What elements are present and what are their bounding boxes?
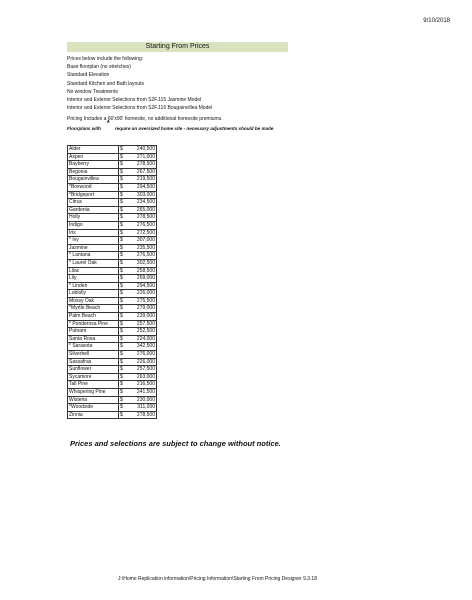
table-row [68,282,157,290]
table-row [68,199,157,207]
table-row [68,396,157,404]
table-row [68,221,157,229]
model-name-cell: Gardenia [68,206,119,214]
model-name-cell: Jasmine [68,244,119,252]
model-name-cell: Indigo [68,221,119,229]
price-cell: 226,000 [124,290,157,298]
model-name-cell: Santa Rosa [68,335,119,343]
currency-cell: $ [120,328,123,335]
table-row [68,229,157,237]
price-cell: 257,500 [124,366,157,374]
currency-cell: $ [120,351,123,358]
price-cell: 276,500 [124,221,157,229]
table-row [68,373,157,381]
currency-cell: $ [120,335,123,342]
model-name-cell: Tall Pine [68,381,119,389]
currency-cell: $ [120,153,123,160]
currency-cell: $ [120,221,123,228]
model-name-cell: * Laurel Oak [68,259,119,267]
price-cell: 276,500 [124,252,157,260]
table-row [68,244,157,252]
model-name-cell: Aspen [68,153,119,161]
currency-cell: $ [120,183,123,190]
price-cell: 240,500 [124,146,157,154]
price-cell: 279,000 [124,305,157,313]
table-row [68,343,157,351]
price-cell: 294,500 [124,183,157,191]
table-row [68,381,157,389]
model-name-cell: * Ponderosa Pine [68,320,119,328]
table-row [68,313,157,321]
table-row [68,351,157,359]
price-cell: 269,000 [124,275,157,283]
model-name-cell: Palm Beach [68,313,119,321]
currency-cell: $ [120,244,123,251]
currency-cell: $ [120,381,123,388]
model-name-cell: Alder [68,146,119,154]
table-row [68,191,157,199]
model-name-cell: Begonia [68,168,119,176]
currency-cell: $ [120,320,123,327]
model-name-cell: * Lantana [68,252,119,260]
currency-cell: $ [120,161,123,168]
model-name-cell: *Myrtle Beach [68,305,119,313]
price-cell: 252,500 [124,328,157,336]
price-cell: 241,500 [124,389,157,397]
table-row [68,214,157,222]
currency-cell: $ [120,389,123,395]
intro-list [67,55,212,112]
model-name-cell: Holly [68,214,119,222]
model-name-cell: * Linden [68,282,119,290]
table-row [68,411,157,419]
price-cell: 275,500 [124,297,157,305]
page-title: Starting From Prices [67,42,288,52]
table-row [68,252,157,260]
currency-cell: $ [120,366,123,373]
price-cell: 294,500 [124,282,157,290]
price-cell: 302,500 [124,259,157,267]
table-row [68,206,157,214]
price-cell: 265,000 [124,206,157,214]
model-name-cell: Citrus [68,199,119,207]
price-cell: 278,500 [124,161,157,169]
model-name-cell: Sassafras [68,358,119,366]
currency-cell: $ [120,229,123,236]
pricing-note: Pricing Includes a 60'x90' homesite, no additional homesite premiums. [67,116,223,122]
model-name-cell: *Bridgeport [68,191,119,199]
currency-cell: $ [120,396,123,403]
price-cell: 235,500 [124,244,157,252]
table-row [68,305,157,313]
currency-cell: $ [120,176,123,183]
intro-line: Standard Elevation [67,72,110,79]
model-name-cell: Mossy Oak [68,297,119,305]
currency-cell: $ [120,206,123,213]
currency-cell: $ [120,267,123,274]
currency-cell: $ [120,305,123,312]
currency-cell: $ [120,237,123,244]
model-name-cell: *Woodside [68,404,119,412]
table-row [68,259,157,267]
price-table [67,145,157,419]
intro-line: Prices below include the following: [67,56,144,62]
price-cell: 224,000 [124,335,157,343]
currency-cell: $ [120,168,123,175]
table-row [68,237,157,245]
model-name-cell: Zinnia [68,411,119,419]
table-row [68,153,157,161]
price-cell: 257,500 [124,320,157,328]
intro-line: Interior and Exterior Selections from S2F.116 Bougainvillea Model [67,105,213,112]
price-cell: 258,500 [124,267,157,275]
intro-line: Base floorplan (no stretches) [67,64,131,71]
model-name-cell: Lily [68,275,119,283]
model-name-cell: Wisteria [68,396,119,404]
table-row [68,366,157,374]
currency-cell: $ [120,290,123,297]
table-row [68,168,157,176]
currency-cell: $ [120,252,123,259]
model-name-cell: * Sarasota [68,343,119,351]
model-name-cell: Lilac [68,267,119,275]
disclaimer: Prices and selections are subject to change without notice. [70,439,281,448]
table-row [68,290,157,298]
model-name-cell: Bougainvillea [68,176,119,184]
currency-cell: $ [120,358,123,365]
price-cell: 311,000 [124,404,157,412]
price-cell: 276,000 [124,351,157,359]
model-name-cell: Whispering Pine [68,389,119,397]
floorplans-note-suffix: require an oversized home site - necessary adjustments should be made [114,126,274,131]
price-cell: 230,000 [124,396,157,404]
model-name-cell: Sunflower [68,366,119,374]
currency-cell: $ [120,259,123,266]
currency-cell: $ [120,297,123,304]
price-cell: 342,500 [124,343,157,351]
model-name-cell: Bayberry [68,161,119,169]
currency-cell: $ [120,214,123,221]
star-marker: * [107,120,110,127]
price-cell: 226,000 [124,358,157,366]
model-name-cell: Sycamore [68,373,119,381]
currency-cell: $ [120,275,123,282]
currency-cell: $ [120,199,123,206]
floorplans-note-prefix: Floorplans with [67,126,101,131]
currency-cell: $ [120,411,123,418]
model-name-cell: Loblolly [68,290,119,298]
table-row [68,176,157,184]
table-row [68,146,157,154]
price-cell: 216,500 [124,381,157,389]
price-cell: 271,000 [124,153,157,161]
table-row [68,161,157,169]
currency-cell: $ [120,404,123,411]
intro-line: No window Treatments [67,88,118,95]
table-row [68,267,157,275]
table-row [68,335,157,343]
price-cell: 278,500 [124,411,157,419]
table-row [68,328,157,336]
price-cell: 263,000 [124,373,157,381]
currency-cell: $ [120,282,123,289]
intro-line: Standard Kitchen and Bath layouts [67,80,144,87]
footer-path: J:\Home Replication information\Pricing Information\Starting From Pricing Designer 9.3.18 [118,576,317,582]
price-cell: 303,000 [124,191,157,199]
document-date: 9/10/2018 [423,18,450,24]
model-name-cell: Iris [68,229,119,237]
table-row [68,297,157,305]
currency-cell: $ [120,373,123,380]
table-row [68,389,157,397]
price-cell: 267,500 [124,168,157,176]
model-name-cell: Silverbell [68,351,119,359]
table-row [68,320,157,328]
price-cell: 307,000 [124,237,157,245]
currency-cell: $ [120,313,123,320]
table-row [68,275,157,283]
currency-cell: $ [120,146,123,152]
price-cell: 278,500 [124,214,157,222]
price-cell: 239,000 [124,313,157,321]
model-name-cell: Putnam [68,328,119,336]
price-cell: 219,500 [124,176,157,184]
table-row [68,358,157,366]
currency-cell: $ [120,191,123,198]
table-row [68,404,157,412]
intro-line: Interior and Exterior Selections from S2F.115 Jasmine Model [67,97,202,104]
table-row [68,183,157,191]
model-name-cell: * Ivy [68,237,119,245]
floorplans-note [67,126,274,131]
price-cell: 272,500 [124,229,157,237]
model-name-cell: *Boxwood [68,183,119,191]
currency-cell: $ [120,343,123,350]
price-cell: 234,500 [124,199,157,207]
